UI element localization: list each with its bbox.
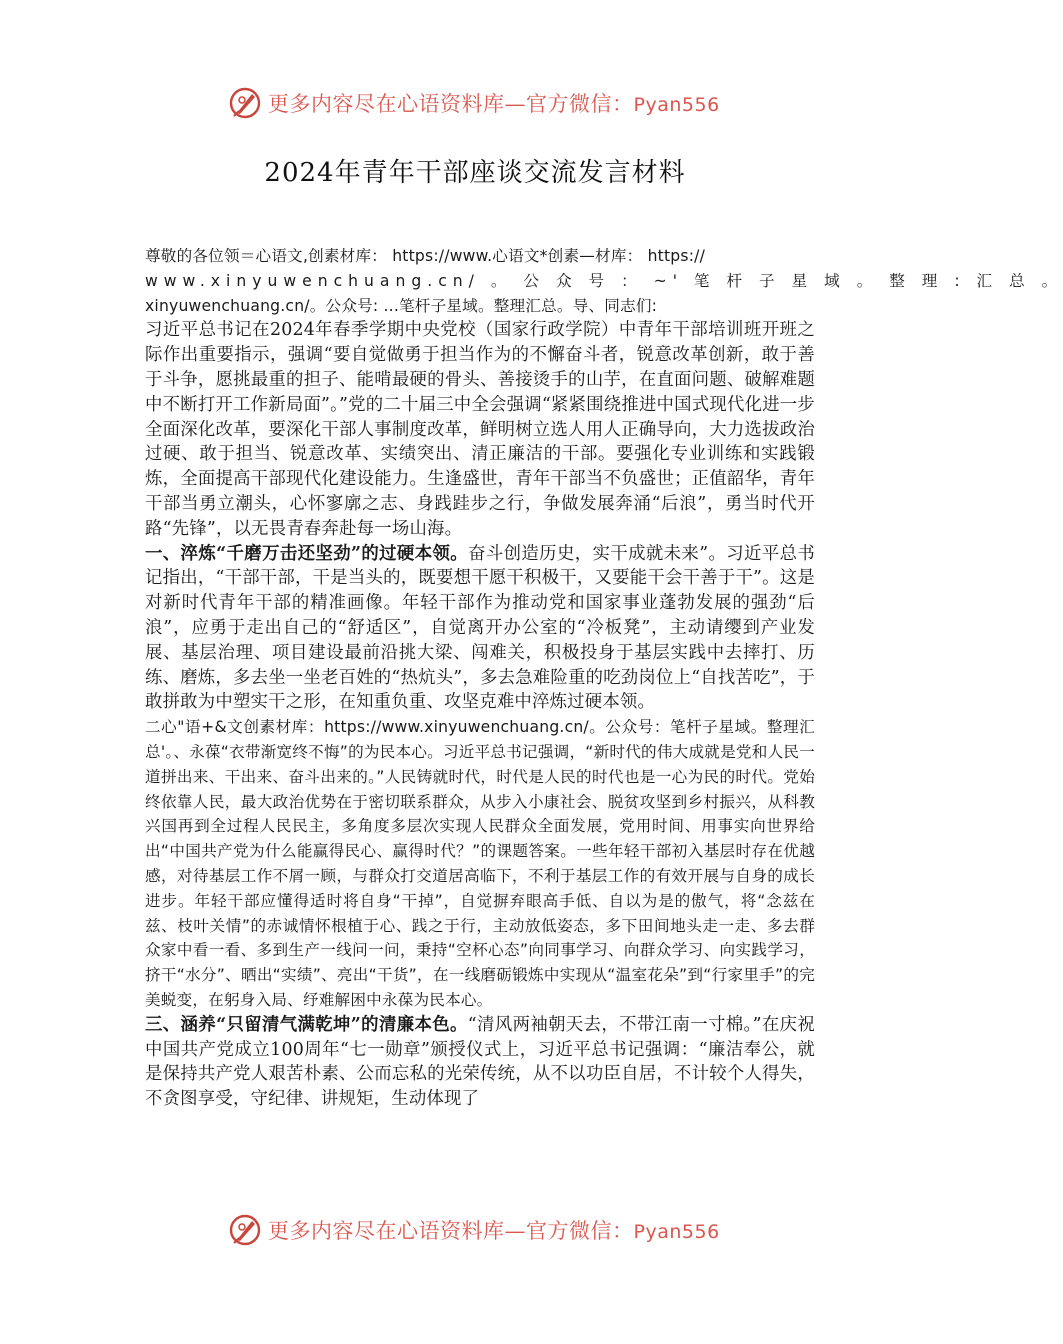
document-body (145, 244, 1063, 1112)
section-one-heading: 一、淬炼“千磨万击还坚劲”的过硬本领。 (145, 543, 469, 564)
section-two: 二心"语+&文创素材库：https://www.xinyuwenchuang.cn/。公众号：笔杆子星域。整理汇总'。、永葆“衣带渐宽终不悔”的为民本心。习近平总书记强调，“新时代的伟大成就是党和人民一道拼出来、干出来、奋斗出来的。”人民铸就时代，时代是人民的时代也是一心为民的时代。党始终依靠人民，最大政治优势在于密切联系群众，从步入小康社会、脱贫攻坚到乡村振兴，从科教兴国再到全过程人民民主，多角度多层次实现人民群众全面发展，党用时间、用事实向世界给出“中国共产党为什么能赢得民心、赢得时代？”的课题答案。一些年轻干部初入基层时存在优越感，对待基层工作不屑一顾，与群众打交道居高临下，不利于基层工作的有效开展与自身的成长进步。年轻干部应懂得适时将自身“干掉”，自觉摒弃眼高手低、自以为是的傲气，将“念兹在兹、枝叶关情”的赤诚情怀根植于心、践之于行，主动放低姿态，多下田间地头走一走、多去群众家中看一看、多到生产一线问一问，秉持“空杯心态”向同事学习、向群众学习、向实践学习，挤干“水分”、晒出“实绩”、亮出“干货”，在一线磨砺锻炼中实现从“温室花朵”到“行家里手”的完美蜕变，在躬身入局、纾难解困中永葆为民本心。 (145, 718, 815, 1009)
section-one (145, 542, 815, 716)
section-three-heading: 三、涵养“只留清气满乾坤”的清廉本色。 (145, 1014, 468, 1035)
quill-logo-icon (228, 86, 262, 120)
paragraph-opening: 习近平总书记在2024年春季学期中央党校（国家行政学院）中青年干部培训班开班之际作出重要指示，强调“要自觉做勇于担当作为的不懈奋斗者，锐意改革创新，敢于善于斗争，愿挑最重的担子、能啃最硬的骨头、善接烫手的山芋，在直面问题、破解难题中不断打开工作新局面”。”党的二十届三中全会强调“紧紧围绕推进中国式现代化进一步全面深化改革，要深化干部人事制度改革，鲜明树立选人用人正确导向，大力选拔政治过硬、敢于担当、锐意改革、实绩突出、清正廉洁的干部。要强化专业训练和实践锻炼，全面提高干部现代化建设能力。生逢盛世，青年干部当不负盛世；正值韶华，青年干部当勇立潮头，心怀寥廓之志、身践跬步之行，争做发展奔涌“后浪”，勇当时代开路“先锋”，以无畏青春奔赴每一场山海。 (145, 320, 815, 539)
section-three-text: “清风两袖朝天去，不带江南一寸棉。”在庆祝中国共产党成立100周年“七一勋章”颁授仪式上，习近平总书记强调：“廉洁奉公，就是保持共产党人艰苦朴素、公而忘私的光荣传统，从不以功臣自居，不计较个人得失，不贪图享受，守纪律、讲规矩，生动体现了 (145, 1014, 815, 1110)
section-one-text: 奋斗创造历史，实干成就未来”。习近平总书记指出，“干部干部，干是当头的，既要想干愿干积极干，又要能干会干善于干”。这是对新时代青年干部的精准画像。年轻干部作为推动党和国家事业蓬勃发展的强劲“后浪”，应勇于走出自己的“舒适区”，自觉离开办公室的“冷板凳”，主动请缨到产业发展、基层治理、项目建设最前沿挑大梁、闯难关，积极投身于基层实践中去摔打、历练、磨炼，多去坐一坐老百姓的“热炕头”，多去急难险重的吃劲岗位上“自找苦吃”，于敢拼敢为中塑实干之形，在知重负重、攻坚克难中淬炼过硬本领。 (145, 543, 815, 713)
header-banner (228, 83, 748, 123)
banner-wechat-id: Pyan556 (633, 94, 720, 116)
section-three (145, 1013, 815, 1112)
intro-line: xinyuwenchuang.cn/。公众号: ...笔杆子星域。整理汇总。导、同志们: (145, 296, 658, 315)
footer-banner (228, 1210, 748, 1250)
page-title: 2024年青年干部座谈交流发言材料 (264, 158, 686, 188)
intro-line: www.xinyuwenchuang.cn/ 。 公 众 号 ： ~' 笔 杆 子 星 域 。 整 理 : 汇 总 。 (145, 271, 1063, 290)
quill-logo-icon (228, 1213, 262, 1247)
banner-wechat-id: Pyan556 (633, 1221, 720, 1243)
banner-text: 更多内容尽在心语资料库—官方微信：Pyan556 (268, 92, 720, 116)
banner-text: 更多内容尽在心语资料库—官方微信：Pyan556 (268, 1219, 720, 1243)
intro-line: 尊敬的各位领＝心语文,创素材库： https://www.心语文*创素—材库： https:// (145, 247, 706, 265)
